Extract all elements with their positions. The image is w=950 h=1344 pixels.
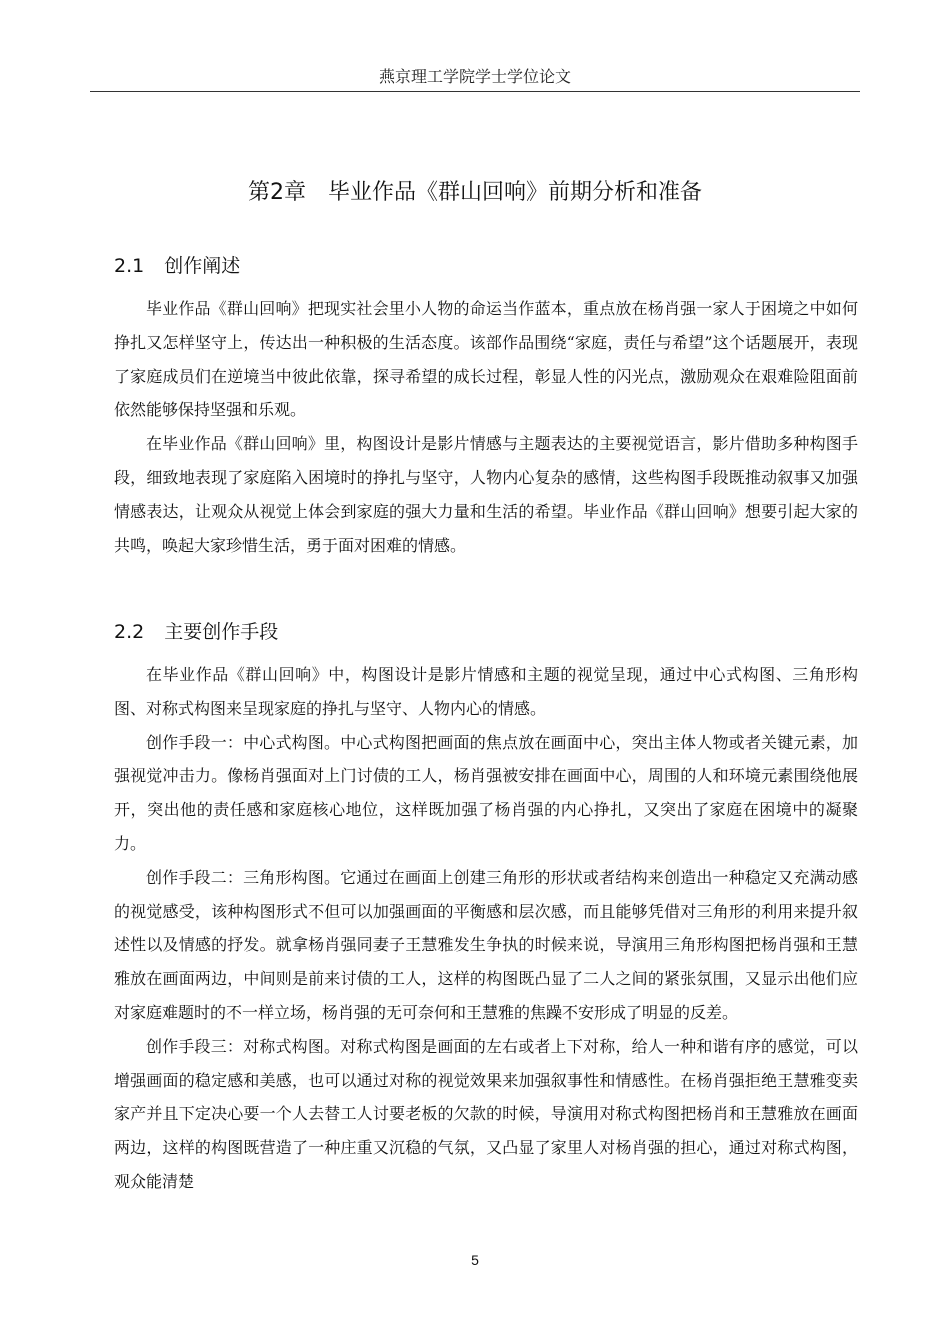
section-title: 主要创作手段: [164, 621, 279, 643]
paragraph: 创作手段一：中心式构图。中心式构图把画面的焦点放在画面中心，突出主体人物或者关键元素，加强视觉冲击力。像杨肖强面对上门讨债的工人，杨肖强被安排在画面中心，周围的人和环境元素围绕他展开，突出他的责任感和家庭核心地位，这样既加强了杨肖强的内心挣扎，又突出了家庭在困境中的凝聚力。: [114, 732, 858, 853]
section-number: 2.1: [114, 255, 145, 277]
running-header: 燕京理工学院学士学位论文: [378, 67, 571, 86]
section-title: 创作阐述: [164, 255, 241, 277]
section-body: [114, 658, 858, 1199]
section-number: 2.2: [114, 621, 145, 643]
paragraph: 在毕业作品《群山回响》里，构图设计是影片情感与主题表达的主要视觉语言，影片借助多种构图手段，细致地表现了家庭陷入困境时的挣扎与坚守，人物内心复杂的感情，这些构图手段既推动叙事又加强情感表达，让观众从视觉上体会到家庭的强大力量和生活的希望。毕业作品《群山回响》想要引起大家的共鸣，唤起大家珍惜生活，勇于面对困难的情感。: [114, 434, 858, 555]
paragraph: 毕业作品《群山回响》把现实社会里小人物的命运当作蓝本，重点放在杨肖强一家人于困境之中如何挣扎又怎样坚守上，传达出一种积极的生活态度。该部作品围绕“家庭，责任与希望”这个话题展开，表现了家庭成员们在逆境当中彼此依靠，探寻希望的成长过程，彰显人性的闪光点，激励观众在艰难险阻面前依然能够保持坚强和乐观。: [114, 299, 858, 420]
chapter-number: 第2章: [247, 180, 306, 205]
header-rule: [90, 91, 860, 92]
paragraph: 在毕业作品《群山回响》中，构图设计是影片情感和主题的视觉呈现，通过中心式构图、三角形构图、对称式构图来呈现家庭的挣扎与坚守、人物内心的情感。: [114, 665, 858, 718]
section-heading: [114, 617, 278, 647]
page-number: 5: [471, 1252, 479, 1268]
section-heading: [114, 251, 240, 281]
section-body: [114, 292, 858, 562]
chapter-title: [90, 176, 860, 210]
paragraph: 创作手段三：对称式构图。对称式构图是画面的左右或者上下对称，给人一种和谐有序的感觉，可以增强画面的稳定感和美感，也可以通过对称的视觉效果来加强叙事性和情感性。在杨肖强拒绝王慧雅变卖家产并且下定决心要一个人去替工人讨要老板的欠款的时候，导演用对称式构图把杨肖和王慧雅放在画面两边，这样的构图既营造了一种庄重又沉稳的气氛，又凸显了家里人对杨肖强的担心，通过对称式构图，观众能清楚: [114, 1036, 858, 1191]
paragraph: 创作手段二：三角形构图。它通过在画面上创建三角形的形状或者结构来创造出一种稳定又充满动感的视觉感受，该种构图形式不但可以加强画面的平衡感和层次感，而且能够凭借对三角形的利用来提升叙述性以及情感的抒发。就拿杨肖强同妻子王慧雅发生争执的时候来说，导演用三角形构图把杨肖强和王慧雅放在画面两边，中间则是前来讨债的工人，这样的构图既凸显了二人之间的紧张氛围，又显示出他们应对家庭难题时的不一样立场，杨肖强的无可奈何和王慧雅的焦躁不安形成了明显的反差。: [114, 867, 858, 1022]
chapter-title-text: 毕业作品《群山回响》前期分析和准备: [327, 180, 702, 205]
